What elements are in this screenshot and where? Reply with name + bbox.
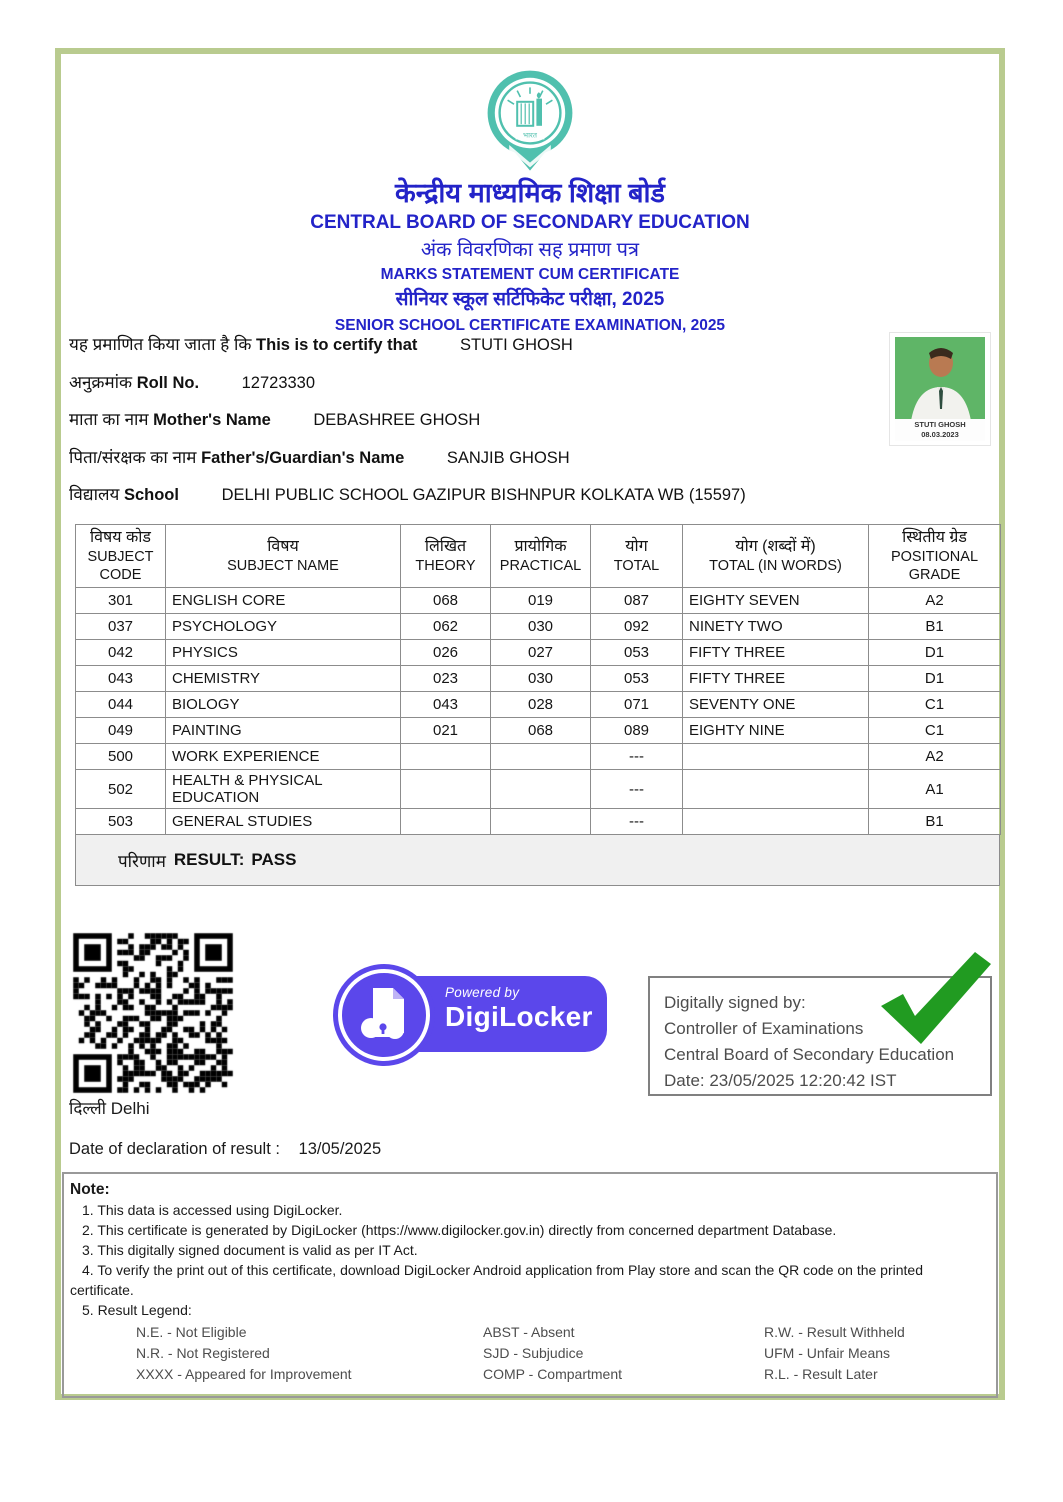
cell-subject-code: 044	[76, 692, 166, 718]
signature-line-4: Date: 23/05/2025 12:20:42 IST	[664, 1071, 897, 1090]
cell-subject-name: PSYCHOLOGY	[166, 614, 401, 640]
legend-entry: N.E. - Not Eligible	[136, 1324, 247, 1340]
doc-title-english: MARKS STATEMENT CUM CERTIFICATE	[380, 265, 680, 283]
cell-total-words: EIGHTY SEVEN	[683, 588, 869, 614]
certificate-sheet	[55, 48, 1005, 1400]
cell-subject-code: 049	[76, 718, 166, 744]
cell-theory: 021	[401, 718, 491, 744]
table-row	[76, 614, 1001, 640]
cell-practical: 030	[491, 666, 591, 692]
school-name: DELHI PUBLIC SCHOOL GAZIPUR BISHNPUR KOLKATA WB (15597)	[221, 486, 746, 504]
table-row	[76, 770, 1001, 809]
cell-theory	[401, 744, 491, 770]
legend-entry: XXXX - Appeared for Improvement	[136, 1366, 352, 1382]
place-english: Delhi	[110, 1099, 150, 1118]
legend-column-2	[483, 1322, 622, 1385]
declaration-row	[69, 1140, 381, 1159]
cell-subject-name: PAINTING	[166, 718, 401, 744]
table-row	[76, 666, 1001, 692]
father-label-english: Father's/Guardian's Name	[201, 449, 405, 467]
cell-grade: A1	[869, 770, 1001, 809]
student-name: STUTI GHOSH	[460, 336, 573, 354]
school-row	[69, 482, 746, 505]
place-hindi: दिल्ली	[69, 1099, 107, 1118]
cell-grade: A2	[869, 588, 1001, 614]
father-row	[69, 445, 570, 468]
qr-code	[72, 932, 234, 1094]
cell-grade: B1	[869, 809, 1001, 835]
certify-row	[69, 332, 573, 355]
declaration-date: 13/05/2025	[298, 1140, 382, 1158]
roll-number: 12723330	[241, 374, 316, 392]
student-photo	[889, 332, 991, 446]
col-theory: लिखित THEORY	[401, 525, 491, 588]
signature-line-2: Controller of Examinations	[664, 1019, 864, 1038]
cell-subject-name: BIOLOGY	[166, 692, 401, 718]
table-row	[76, 718, 1001, 744]
col-total: योग TOTAL	[591, 525, 683, 588]
signature-line-1: Digitally signed by:	[664, 993, 806, 1012]
cell-practical	[491, 770, 591, 809]
powered-by-label: Powered by	[445, 985, 520, 1000]
note-item: 2. This certificate is generated by DigiLocker (https://www.digilocker.gov.in) directly from concerned department Database.	[82, 1222, 837, 1238]
cell-theory: 062	[401, 614, 491, 640]
cell-subject-code: 043	[76, 666, 166, 692]
exam-title-english: SENIOR SCHOOL CERTIFICATE EXAMINATION, 2025	[334, 316, 726, 334]
cell-practical: 028	[491, 692, 591, 718]
cell-theory	[401, 809, 491, 835]
roll-label-english: Roll No.	[136, 374, 200, 392]
table-row	[76, 588, 1001, 614]
cell-total-words: NINETY TWO	[683, 614, 869, 640]
school-label-hindi: विद्यालय	[69, 485, 120, 504]
legend-entry: SJD - Subjudice	[483, 1345, 584, 1361]
photo-caption	[895, 419, 985, 441]
cell-practical: 027	[491, 640, 591, 666]
note-box	[62, 1172, 998, 1398]
org-title-english: CENTRAL BOARD OF SECONDARY EDUCATION	[310, 212, 750, 234]
cell-theory: 068	[401, 588, 491, 614]
header-block	[61, 178, 999, 336]
cell-practical: 068	[491, 718, 591, 744]
cell-total-words: SEVENTY ONE	[683, 692, 869, 718]
place-row	[69, 1096, 150, 1119]
legend-column-1	[136, 1322, 352, 1385]
cell-grade: D1	[869, 666, 1001, 692]
father-name: SANJIB GHOSH	[446, 449, 570, 467]
certify-label-hindi: यह प्रमाणित किया जाता है कि	[69, 335, 252, 354]
note-item: 1. This data is accessed using DigiLocker.	[82, 1202, 343, 1218]
mother-label-english: Mother's Name	[153, 411, 271, 429]
cell-subject-name: WORK EXPERIENCE	[166, 744, 401, 770]
cell-subject-name: CHEMISTRY	[166, 666, 401, 692]
photo-caption-date: 08.03.2023	[921, 430, 959, 439]
cell-total: 089	[591, 718, 683, 744]
exam-title-hindi: सीनियर स्कूल सर्टिफिकेट परीक्षा, 2025	[395, 288, 665, 310]
result-legend	[70, 1322, 986, 1388]
cell-total-words	[683, 809, 869, 835]
cell-practical: 030	[491, 614, 591, 640]
cell-total: 092	[591, 614, 683, 640]
legend-entry: UFM - Unfair Means	[764, 1345, 891, 1361]
cell-subject-name: PHYSICS	[166, 640, 401, 666]
col-positional-grade: स्थितीय ग्रेड POSITIONAL GRADE	[869, 525, 1001, 588]
table-row	[76, 692, 1001, 718]
result-value: PASS	[251, 850, 297, 870]
digilocker-cloud-icon	[333, 964, 435, 1066]
legend-column-3	[764, 1322, 905, 1385]
cell-total-words: FIFTY THREE	[683, 666, 869, 692]
cell-theory: 043	[401, 692, 491, 718]
result-band	[75, 834, 1000, 886]
signature-line-3: Central Board of Secondary Education	[664, 1045, 955, 1064]
note-item: 3. This digitally signed document is valid as per IT Act.	[82, 1242, 418, 1258]
cell-total: ---	[591, 809, 683, 835]
cell-theory	[401, 770, 491, 809]
cell-practical	[491, 809, 591, 835]
mother-name: DEBASHREE GHOSH	[313, 411, 481, 429]
cell-total-words	[683, 744, 869, 770]
cell-total: ---	[591, 744, 683, 770]
cell-subject-code: 502	[76, 770, 166, 809]
cell-grade: B1	[869, 614, 1001, 640]
doc-title-hindi: अंक विवरणिका सह प्रमाण पत्र	[420, 238, 640, 261]
cbse-logo-icon	[482, 62, 578, 180]
cell-practical	[491, 744, 591, 770]
legend-entry: R.L. - Result Later	[764, 1366, 878, 1382]
cell-total: 053	[591, 666, 683, 692]
cell-subject-name: HEALTH & PHYSICAL EDUCATION	[166, 770, 401, 809]
cell-total-words: FIFTY THREE	[683, 640, 869, 666]
photo-caption-name: STUTI GHOSH	[914, 420, 966, 429]
table-row	[76, 744, 1001, 770]
note-title: Note:	[70, 1181, 110, 1198]
mother-label-hindi: माता का नाम	[69, 410, 149, 429]
cell-total-words	[683, 770, 869, 809]
roll-row	[69, 370, 315, 393]
logo-band-text: भारत	[523, 130, 537, 140]
cell-practical: 019	[491, 588, 591, 614]
marks-table	[75, 524, 1001, 835]
cell-total: 071	[591, 692, 683, 718]
cell-subject-code: 500	[76, 744, 166, 770]
result-label-english: RESULT:	[173, 850, 245, 870]
cell-total: 053	[591, 640, 683, 666]
table-row	[76, 640, 1001, 666]
cell-total: ---	[591, 770, 683, 809]
certify-label-english: This is to certify that	[256, 336, 418, 354]
table-row	[76, 809, 1001, 835]
table-header-row	[76, 525, 1001, 588]
father-label-hindi: पिता/संरक्षक का नाम	[69, 448, 197, 467]
mother-row	[69, 407, 480, 430]
legend-entry: N.R. - Not Registered	[136, 1345, 270, 1361]
cell-total: 087	[591, 588, 683, 614]
result-label-hindi: परिणाम	[118, 851, 166, 871]
digilocker-badge	[333, 964, 673, 1068]
cell-grade: C1	[869, 692, 1001, 718]
cell-subject-name: ENGLISH CORE	[166, 588, 401, 614]
cell-subject-code: 037	[76, 614, 166, 640]
cell-total-words: EIGHTY NINE	[683, 718, 869, 744]
org-title-hindi: केन्द्रीय माध्यमिक शिक्षा बोर्ड	[395, 178, 665, 208]
legend-entry: ABST - Absent	[483, 1324, 575, 1340]
cell-grade: D1	[869, 640, 1001, 666]
note-item: 5. Result Legend:	[82, 1302, 192, 1318]
student-photo-image	[895, 337, 985, 419]
marks-table-wrap	[75, 524, 1000, 886]
legend-entry: R.W. - Result Withheld	[764, 1324, 905, 1340]
cell-grade: C1	[869, 718, 1001, 744]
note-item: 4. To verify the print out of this certificate, download DigiLocker Android application from Play store and scan the QR code on the printed certificate.	[70, 1262, 923, 1298]
cell-subject-code: 042	[76, 640, 166, 666]
col-practical: प्रायोगिक PRACTICAL	[491, 525, 591, 588]
cell-theory: 023	[401, 666, 491, 692]
declaration-label: Date of declaration of result :	[69, 1140, 280, 1158]
cell-subject-name: GENERAL STUDIES	[166, 809, 401, 835]
col-subject-name: विषय SUBJECT NAME	[166, 525, 401, 588]
student-portrait-icon	[895, 337, 985, 419]
cell-subject-code: 503	[76, 809, 166, 835]
legend-entry: COMP - Compartment	[483, 1366, 622, 1382]
cell-grade: A2	[869, 744, 1001, 770]
digilocker-label: DigiLocker	[445, 1001, 593, 1032]
cell-subject-code: 301	[76, 588, 166, 614]
verified-check-icon	[873, 950, 995, 1048]
col-total-words: योग (शब्दों में) TOTAL (IN WORDS)	[683, 525, 869, 588]
col-subject-code: विषय कोड SUBJECT CODE	[76, 525, 166, 588]
cell-theory: 026	[401, 640, 491, 666]
roll-label-hindi: अनुक्रमांक	[69, 373, 133, 392]
school-label-english: School	[123, 486, 179, 504]
